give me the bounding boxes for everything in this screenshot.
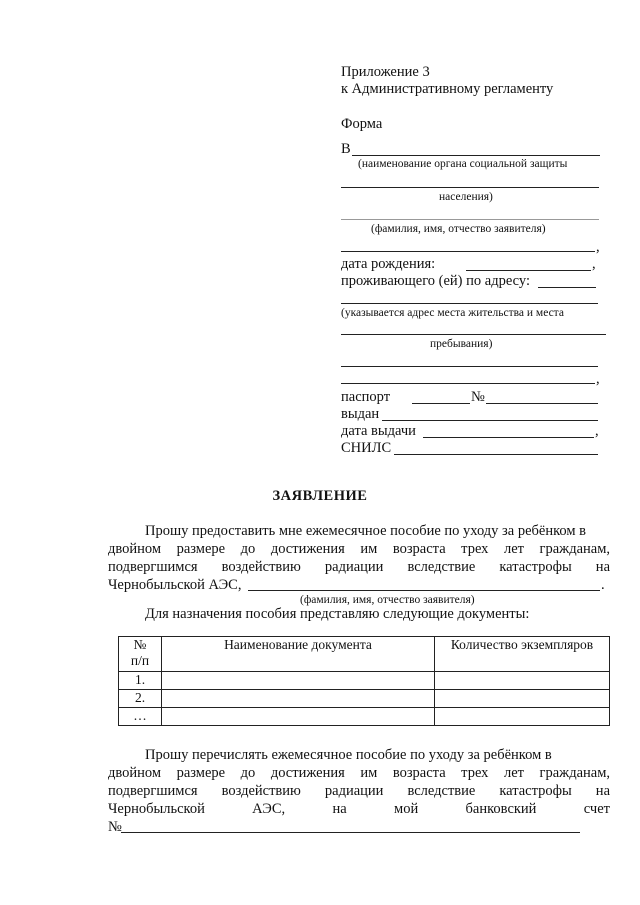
row-count[interactable] (435, 708, 610, 726)
document-title: ЗАЯВЛЕНИЕ (272, 488, 368, 504)
applicant-fio-line[interactable] (341, 219, 599, 220)
passport-label: паспорт (341, 389, 391, 405)
row-name[interactable] (162, 672, 435, 690)
row-num: 1. (119, 672, 162, 690)
passport-number-line[interactable] (486, 403, 598, 404)
para1-line2-wrap (108, 540, 610, 558)
address-line-3[interactable] (341, 366, 598, 367)
para1-line3-wrap (108, 558, 610, 576)
row-num: 2. (119, 690, 162, 708)
header-num-label: № п/п (130, 637, 150, 668)
para2-line1: Прошу перечислять ежемесячное пособие по уходу за ребёнком в (145, 747, 552, 763)
table-header-row (119, 637, 610, 672)
table-row (119, 672, 610, 690)
applicant-fio-line-2[interactable] (341, 251, 595, 252)
fio-hint: (фамилия, имя, отчество заявителя) (371, 223, 546, 235)
para2-line3-wrap (108, 782, 610, 800)
snils-line[interactable] (394, 454, 598, 455)
snils-label: СНИЛС (341, 440, 392, 456)
row-count[interactable] (435, 690, 610, 708)
org-hint-1: (наименование органа социальной защиты (358, 158, 568, 170)
org-name-line-2[interactable] (341, 187, 599, 188)
para2-line2: двойном размере до достижения им возраста трех лет гражданам, (108, 765, 610, 781)
appendix-line-1: Приложение 3 (341, 64, 430, 80)
issued-line[interactable] (382, 420, 598, 421)
org-hint-2: населения) (439, 191, 493, 203)
documents-intro: Для назначения пособия представляю следующие документы: (145, 606, 530, 622)
issue-date-label: дата выдачи (341, 423, 416, 439)
birth-date-line[interactable] (466, 270, 591, 271)
address-line-1[interactable] (341, 303, 598, 304)
appendix-line-2: к Административному регламенту (341, 81, 554, 97)
address-hint-2: пребывания) (430, 338, 493, 350)
para1-fio-hint: (фамилия, имя, отчество заявителя) (300, 594, 475, 606)
para1-line2: двойном размере до достижения им возраста трех лет гражданам, (108, 541, 610, 557)
passport-number-sign: № (471, 389, 485, 405)
table-row (119, 708, 610, 726)
row-name[interactable] (162, 690, 435, 708)
bank-account-line[interactable] (121, 832, 580, 833)
para1-fio-line[interactable] (248, 590, 600, 591)
comma-3: , (596, 371, 600, 387)
comma-1: , (596, 239, 600, 255)
row-name[interactable] (162, 708, 435, 726)
para1-line1: Прошу предоставить мне ежемесячное пособие по уходу за ребёнком в (145, 523, 587, 539)
residing-label: проживающего (ей) по адресу: (341, 273, 530, 289)
issue-date-line[interactable] (423, 437, 594, 438)
form-label: Форма (341, 116, 383, 132)
para1-line3: подвергшимся воздействию радиации вследствие катастрофы на (108, 559, 610, 575)
para1-line4: Чернобыльской АЭС, (108, 577, 242, 593)
documents-table (118, 636, 610, 726)
birth-date-label: дата рождения: (341, 256, 436, 272)
address-line-0[interactable] (538, 287, 596, 288)
row-count[interactable] (435, 672, 610, 690)
para2-line4-wrap (108, 800, 610, 818)
comma-2: , (592, 256, 596, 272)
comma-4: , (595, 423, 599, 439)
para2-line3: подвергшимся воздействию радиации вследствие катастрофы на (108, 783, 610, 799)
address-line-2[interactable] (341, 334, 606, 335)
header-count: Количество экземпляров (435, 637, 610, 672)
table-row (119, 690, 610, 708)
passport-series-line[interactable] (412, 403, 470, 404)
para1-line4-end: . (601, 577, 605, 593)
header-name: Наименование документа (162, 637, 435, 672)
issued-label: выдан (341, 406, 380, 422)
address-line-4[interactable] (341, 383, 595, 384)
header-num (119, 637, 162, 672)
org-name-line[interactable] (352, 155, 600, 156)
to-prefix: В (341, 141, 351, 157)
row-num: … (119, 708, 162, 726)
para2-line2-wrap (108, 764, 610, 782)
address-hint-1: (указывается адрес места жительства и места (341, 307, 564, 319)
para2-line5: № (108, 819, 122, 835)
para2-line4: Чернобыльской АЭС, на мой банковский счет (108, 801, 610, 817)
